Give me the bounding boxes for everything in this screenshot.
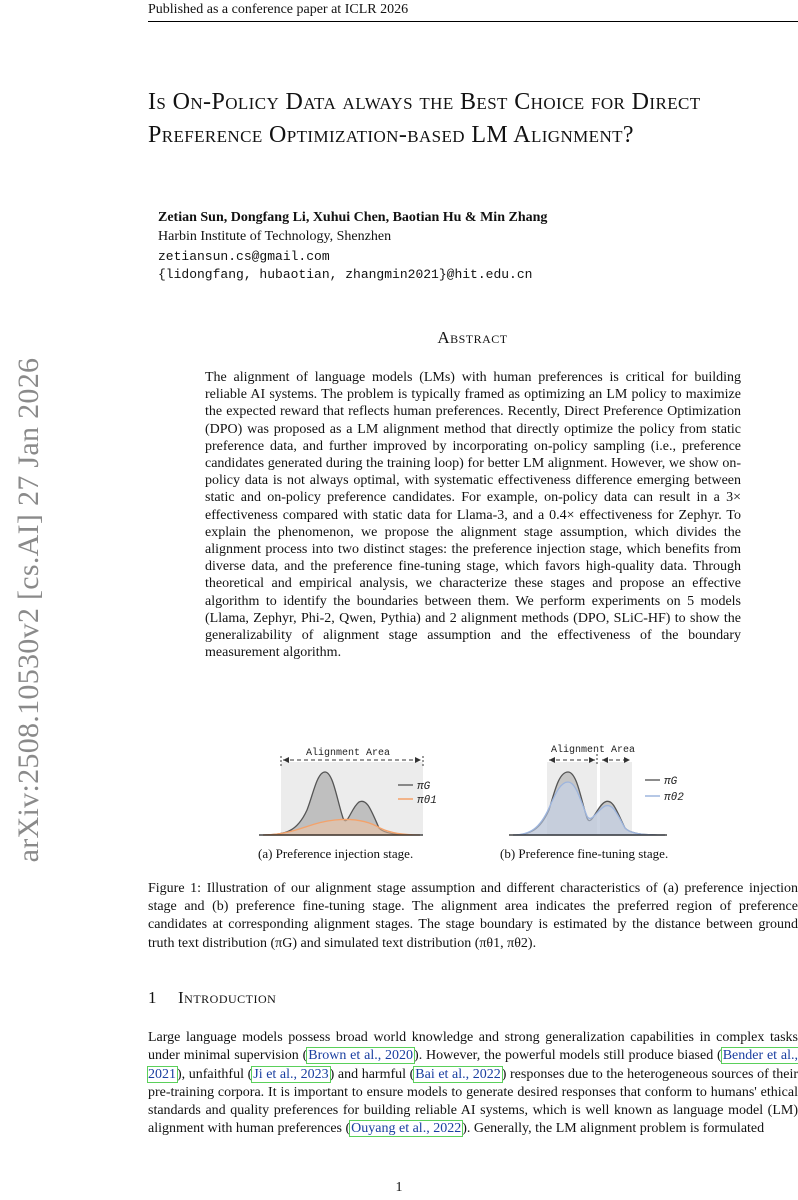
abstract-text: The alignment of language models (LMs) with human preferences is critical for building reliable AI systems. The problem is typically framed as optimizing an LM policy to maximize the expected reward that reflects human preferences. Recently, Direct Preference Optimization (DPO) was proposed as a LM alignment method that directly optimize the policy from static preference data, and further improved by incorporating on-policy sampling (i.e., preference candidates generated during the training loop) for better LM alignment. However, we show on-policy data is not always optimal, with systematic effectiveness difference emerging between static and on-policy preference candidates. For example, on-policy data can result in a 3× effectiveness compared with static data for Llama-3, and a 0.4× effectiveness for Zephyr. To explain the phenomenon, we propose the alignment stage assumption, which divides the alignment process into two distinct stages: the preference injection stage, which benefits from diverse data, and the preference fine-tuning stage, which favors high-quality data. Through theoretical and empirical analysis, we characterize these stages and propose an effective algorithm to identify the boundaries between them. We perform experiments on 5 models (Llama, Zephyr, Phi-2, Qwen, Pythia) and 2 alignment methods (DPO, SLiC-HF) to show the generalizability of alignment stage assumption and the effectiveness of the boundary measurement algorithm. (205, 370, 741, 661)
intro-text: Large language models possess broad world knowledge and strong generalization capabilities in complex tasks under minimal supervision ( (148, 1030, 798, 1064)
header-rule (148, 21, 798, 22)
paper-title: Is On-Policy Data always the Best Choice for Direct Preference Optimization-based LM Alignment? (148, 89, 701, 148)
section-title: Introduction (178, 988, 277, 1007)
figure-1a-caption: (a) Preference injection stage. (258, 846, 414, 861)
citation-ouyang-2022[interactable]: Ouyang et al., 2022 (351, 1121, 462, 1137)
intro-paragraph (148, 1029, 798, 1139)
alignment-area-label-b: Alignment Area (551, 745, 636, 756)
legend-label-g: πG (417, 781, 431, 793)
affiliation: Harbin Institute of Technology, Shenzhen (158, 229, 392, 244)
alignment-area-label-a: Alignment Area (306, 748, 391, 759)
citation-brown-2020[interactable]: Brown et al., 2020 (308, 1048, 414, 1064)
intro-text: ). However, the powerful models still produce biased ( (414, 1048, 722, 1064)
intro-text: ) responses due to the heterogeneous sources of their pre-training corpora. It is important to ensure models to generate desired responses that conform to humans' ethical standards and quality preferences for building reliable AI systems, which is well known as language model (LM) alignment with human preferences ( (148, 1066, 798, 1137)
abstract-heading: Abstract (437, 328, 508, 347)
figure-1a-plot (255, 740, 455, 840)
section-number: 1 (148, 988, 157, 1007)
citation-bender-2021[interactable]: Bender et al., 2021 (148, 1048, 798, 1082)
figure-1-caption: Figure 1: Illustration of our alignment stage assumption and different characteristics of (a) preference injection stage and (b) preference fine-tuning stage. The alignment area indicates the preferred region of preference candidates at corresponding alignment stages. The stage boundary is estimated by the distance between ground truth text distribution (πG) and simulated text distribution (πθ1, πθ2). (148, 881, 798, 951)
citation-ji-2023[interactable]: Ji et al., 2023 (253, 1066, 329, 1082)
conference-header: Published as a conference paper at ICLR 2026 (148, 2, 409, 17)
citation-bai-2022[interactable]: Bai et al., 2022 (415, 1066, 501, 1082)
legend-label-theta1: πθ1 (417, 795, 437, 807)
legend-label-theta2: πθ2 (664, 792, 684, 804)
email-group: {lidongfang, hubaotian, zhangmin2021}@hit.edu.cn (158, 267, 533, 282)
intro-text: ) and harmful ( (329, 1066, 415, 1082)
email-primary: zetiansun.cs@gmail.com (158, 249, 330, 264)
legend-label-g: πG (664, 776, 678, 788)
page-number: 1 (395, 1180, 403, 1195)
figure-1b-plot (505, 740, 705, 840)
intro-text: ), unfaithful ( (177, 1066, 253, 1082)
authors: Zetian Sun, Dongfang Li, Xuhui Chen, Baotian Hu & Min Zhang (158, 210, 548, 225)
arxiv-identifier: arXiv:2508.10530v2 [cs.AI] 27 Jan 2026 (12, 357, 45, 863)
intro-text: ). Generally, the LM alignment problem is formulated (462, 1121, 765, 1137)
figure-1b-caption: (b) Preference fine-tuning stage. (500, 846, 669, 861)
